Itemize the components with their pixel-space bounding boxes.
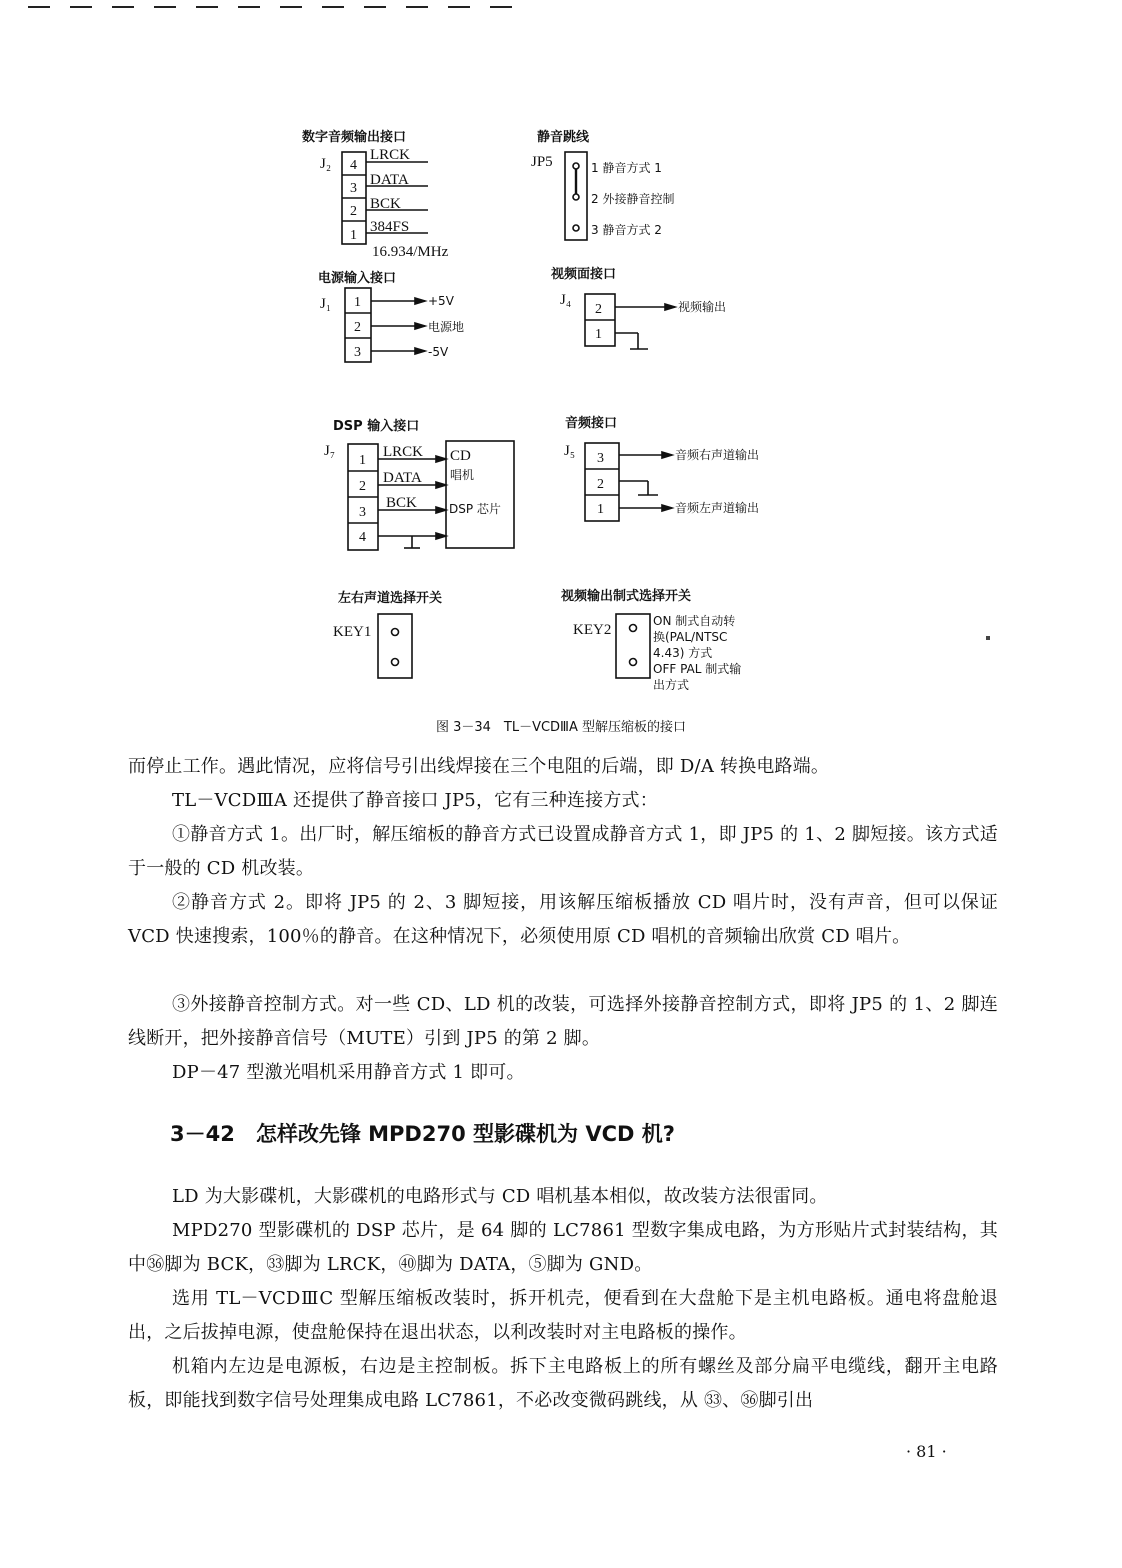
paragraph-7: LD 为大影碟机，大影碟机的电路形式与 CD 唱机基本相似，故改装方法很雷同。 (172, 1186, 828, 1207)
j4-pin-2: 2 (595, 302, 602, 317)
paragraph-6: DP－47 型激光唱机采用静音方式 1 即可。 (172, 1062, 525, 1083)
j7-pin-2: 2 (359, 479, 366, 494)
j1-pin-3: 3 (354, 345, 361, 360)
j7-title: DSP 输入接口 (333, 419, 420, 434)
j2-pin-3: 3 (350, 181, 357, 196)
j4-title: 视频面接口 (551, 267, 617, 282)
j2-signal-data: DATA (370, 172, 409, 188)
key2-off-line-2: 出方式 (653, 678, 690, 692)
j5-ref: J₅ (564, 443, 576, 459)
j2-pin-4: 4 (350, 158, 357, 173)
j1-pin-2: 2 (354, 320, 361, 335)
j7-ref: J₇ (324, 443, 336, 459)
figure-caption: 图 3－34 TL－VCDⅢA 型解压缩板的接口 (435, 720, 687, 735)
j2-pin-1: 1 (350, 228, 357, 243)
paragraph-5: ③外接静音控制方式。对一些 CD、LD 机的改装，可选择外接静音控制方式，即将 JP5 的 1、2 脚连线断开，把外接静音信号（MUTE）引到 JP5 的第 2 脚。 (128, 994, 998, 1049)
j7-box-dsp-chip: DSP 芯片 (449, 502, 501, 516)
j7-pin-4: 4 (359, 530, 366, 545)
j2-frequency: 16.934/MHz (372, 244, 449, 260)
interface-diagram (0, 0, 1122, 712)
j2-title: 数字音频输出接口 (302, 130, 407, 145)
jp5-ref: JP5 (531, 154, 553, 170)
paragraph-8: MPD270 型影碟机的 DSP 芯片，是 64 脚的 LC7861 型数字集成电路，为方形贴片式封装结构，其中㊱脚为 BCK，㉝脚为 LRCK，㊵脚为 DATA，⑤脚为 GND。 (128, 1220, 998, 1275)
paragraph-10: 机箱内左边是电源板，右边是主控制板。拆下主电路板上的所有螺丝及部分扁平电缆线，翻开主电路板，即能找到数字信号处理集成电路 LC7861，不必改变微码跳线，从 ㉝、㊱脚引出 (128, 1356, 998, 1411)
page-number: · 81 · (906, 1442, 947, 1461)
key1-title: 左右声道选择开关 (338, 591, 443, 606)
key2-switch (560, 588, 741, 692)
j2-connector (302, 129, 449, 260)
j2-pin-2: 2 (350, 204, 357, 219)
paragraph-3: ①静音方式 1。出厂时，解压缩板的静音方式已设置成静音方式 1，即 JP5 的 1、2 脚短接。该方式适于一般的 CD 机改装。 (128, 824, 998, 879)
j2-signal-bck: BCK (370, 196, 401, 212)
key1-ref: KEY1 (333, 624, 372, 640)
jp5-title: 静音跳线 (537, 130, 590, 145)
j5-left-channel: 音频左声道输出 (675, 501, 760, 515)
section-heading: 3－42 怎样改先锋 MPD270 型影碟机为 VCD 机? (170, 1122, 675, 1146)
key2-off-line-1: OFF PAL 制式输 (653, 662, 742, 676)
j4-video-output: 视频输出 (678, 300, 727, 314)
j7-pin-1: 1 (359, 453, 366, 468)
paragraph-2: TL－VCDⅢA 还提供了静音接口 JP5，它有三种连接方式： (172, 790, 658, 811)
key2-on-line-3: 4.43) 方式 (653, 646, 713, 660)
j5-connector (564, 415, 759, 521)
key2-on-line-1: ON 制式自动转 (653, 614, 736, 628)
key2-ref: KEY2 (573, 622, 612, 638)
jp5-label-3: 3 静音方式 2 (591, 223, 662, 237)
j5-pin-1: 1 (597, 502, 604, 517)
j7-connector (324, 418, 514, 550)
j7-signal-bck: BCK (386, 495, 417, 511)
paragraph-9: 选用 TL－VCDⅢC 型解压缩板改装时，拆开机壳，便看到在大盘舱下是主机电路板。通电将盘舱退出，之后拔掉电源，使盘舱保持在退出状态，以利改装时对主电路板的操作。 (128, 1288, 998, 1343)
j7-box-cd: CD (450, 448, 471, 464)
j1-ref: J₁ (320, 296, 332, 312)
j1-label-minus5v: -5V (428, 345, 449, 359)
j1-label-plus5v: +5V (428, 294, 454, 308)
key1-switch (333, 590, 442, 678)
paragraph-1: 而停止工作。遇此情况，应将信号引出线焊接在三个电阻的后端，即 D/A 转换电路端。 (128, 756, 830, 777)
j1-pin-1: 1 (354, 295, 361, 310)
j7-box-player: 唱机 (450, 468, 475, 482)
j7-signal-lrck: LRCK (383, 444, 424, 460)
j1-label-ground: 电源地 (428, 320, 465, 334)
j1-title: 电源输入接口 (318, 271, 397, 286)
j2-ref: J₂ (320, 156, 332, 172)
j5-right-channel: 音频右声道输出 (675, 448, 760, 462)
j2-signal-384fs: 384FS (370, 219, 410, 235)
jp5-label-1: 1 静音方式 1 (591, 161, 662, 175)
j7-signal-data: DATA (383, 470, 422, 486)
jp5-label-2: 2 外接静音控制 (591, 192, 675, 206)
jp5-jumper (531, 129, 674, 240)
j4-ref: J₄ (560, 292, 572, 308)
j5-pin-2: 2 (597, 477, 604, 492)
j1-connector (318, 270, 464, 362)
key2-title: 视频输出制式选择开关 (561, 589, 692, 604)
j2-signal-lrck: LRCK (370, 147, 411, 163)
j5-pin-3: 3 (597, 451, 604, 466)
j5-title: 音频接口 (565, 416, 618, 431)
j4-connector (550, 266, 726, 349)
j4-pin-1: 1 (595, 327, 602, 342)
key2-on-line-2: 换(PAL/NTSC (653, 630, 728, 644)
paragraph-4: ②静音方式 2。即将 JP5 的 2、3 脚短接，用该解压缩板播放 CD 唱片时，没有声音，但可以保证 VCD 快速搜索，100％的静音。在这种情况下，必须使用原 CD 唱机的音频输出欣赏 CD 唱片。 (128, 892, 1004, 947)
j7-pin-3: 3 (359, 505, 366, 520)
